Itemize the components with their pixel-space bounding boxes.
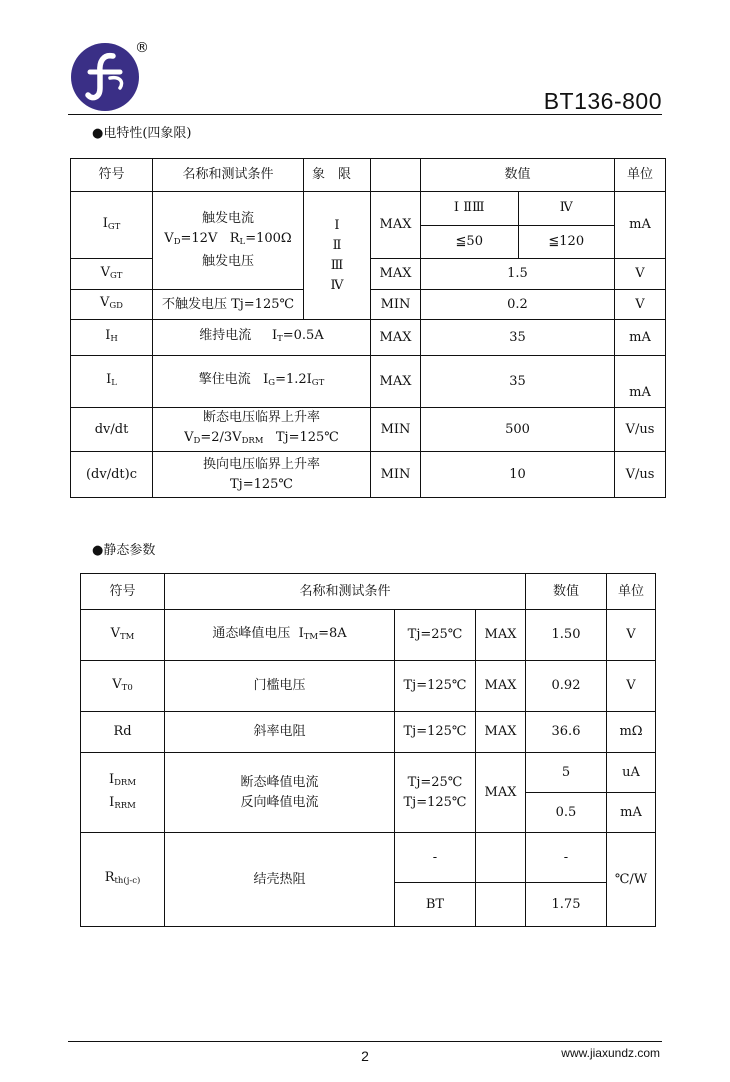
symbol-vt0: $V_{T0}$	[81, 661, 165, 712]
limit-il: MAX	[371, 356, 421, 408]
value-ih: 35	[421, 320, 615, 356]
header-name: 名称和测试条件	[165, 574, 526, 610]
igt-quadrant-head-1: Ⅰ ⅡⅢ	[453, 200, 485, 216]
rth-cond-2: BT	[395, 883, 476, 927]
temp-vtm: Tj=25℃	[395, 610, 476, 661]
limit-ih: MAX	[371, 320, 421, 356]
table-row-il	[71, 356, 666, 408]
company-logo	[70, 42, 140, 112]
part-number: BT136-800	[543, 88, 662, 114]
header-value: 数值	[421, 159, 615, 192]
unit-rd: mΩ	[607, 712, 656, 753]
unit-il: mA	[615, 356, 666, 408]
symbol-ih: $I_H$	[71, 320, 153, 356]
table-header-row	[71, 159, 666, 192]
cond-il: 擎住电流 $I_G=1.2I_{GT}$	[153, 356, 371, 408]
cond-idrm: 断态峰值电流 反向峰值电流	[165, 753, 395, 833]
table-row-dvdtc	[71, 452, 666, 498]
unit-dvdtc: V/us	[615, 452, 666, 498]
symbol-vgt: $V_{GT}$	[71, 259, 153, 290]
static-parameters-table	[80, 573, 656, 927]
header-value: 数值	[526, 574, 607, 610]
symbol-rd: Rd	[81, 712, 165, 753]
unit-vtm: V	[607, 610, 656, 661]
header-quadrant: 象 限	[304, 159, 371, 192]
cond-ih: 维持电流 $I_T=0.5A$	[153, 320, 371, 356]
header-rule	[68, 114, 662, 115]
value-vgt: 1.5	[421, 259, 615, 290]
limit-dvdt: MIN	[371, 408, 421, 452]
cond-dvdtc: 换向电压临界上升率 Tj=125℃	[153, 452, 371, 498]
table-row-vt0	[81, 661, 656, 712]
value-rd: 36.6	[526, 712, 607, 753]
temp-vt0: Tj=125℃	[395, 661, 476, 712]
value-il: 35	[421, 356, 615, 408]
limit-vtm: MAX	[476, 610, 526, 661]
electrical-characteristics-table	[70, 158, 666, 498]
section-title-static: ●静态参数	[92, 543, 156, 558]
table-row-igt	[71, 192, 666, 259]
igt-value-2: ≦120	[518, 225, 614, 258]
symbol-igt: $I_{GT}$	[71, 192, 153, 259]
header-unit: 单位	[607, 574, 656, 610]
rth-blank-2	[476, 883, 526, 927]
limit-rd: MAX	[476, 712, 526, 753]
rth-value-1: -	[526, 833, 607, 883]
header-symbol: 符号	[81, 574, 165, 610]
limit-vgt: MAX	[371, 259, 421, 290]
cond-igt: 触发电流 $V_D=12V$ $R_L=100\Omega$ 触发电压	[153, 192, 304, 290]
unit-dvdt: V/us	[615, 408, 666, 452]
symbol-rth: $R_{th(j-c)}$	[81, 833, 165, 927]
unit-igt: mA	[615, 192, 666, 259]
rth-cond-1: -	[395, 833, 476, 883]
header-symbol: 符号	[71, 159, 153, 192]
limit-vt0: MAX	[476, 661, 526, 712]
limit-vgd: MIN	[371, 290, 421, 320]
limit-dvdtc: MIN	[371, 452, 421, 498]
table-row-ih	[71, 320, 666, 356]
rth-blank-1	[476, 833, 526, 883]
table-row-vtm	[81, 610, 656, 661]
symbol-idrm: $I_{DRM}$ $I_{RRM}$	[81, 753, 165, 833]
unit-vt0: V	[607, 661, 656, 712]
symbol-dvdtc: (dv/dt)c	[71, 452, 153, 498]
symbol-vtm: $V_{TM}$	[81, 610, 165, 661]
table-header-row	[81, 574, 656, 610]
unit-vgt: V	[615, 259, 666, 290]
value-vt0: 0.92	[526, 661, 607, 712]
value-dvdtc: 10	[421, 452, 615, 498]
header-blank	[371, 159, 421, 192]
cond-rd: 斜率电阻	[165, 712, 395, 753]
header-unit: 单位	[615, 159, 666, 192]
unit-rth: ℃/W	[607, 833, 656, 927]
table-row-idrm	[81, 753, 656, 793]
value-idrm-2: 0.5	[526, 793, 607, 833]
table-row-rth	[81, 833, 656, 883]
unit-ih: mA	[615, 320, 666, 356]
cond-rth: 结壳热阻	[165, 833, 395, 927]
value-idrm-1: 5	[526, 753, 607, 793]
rth-value-2: 1.75	[526, 883, 607, 927]
table-row-rd	[81, 712, 656, 753]
symbol-il: $I_L$	[71, 356, 153, 408]
value-igt	[421, 192, 615, 259]
igt-quadrant-head-2: Ⅳ	[518, 192, 614, 225]
cond-vtm: 通态峰值电压 $I_{TM}=8A$	[165, 610, 395, 661]
registered-mark: ®	[135, 40, 149, 56]
value-dvdt: 500	[421, 408, 615, 452]
limit-igt: MAX	[371, 192, 421, 259]
igt-value-1: ≦50	[421, 225, 518, 258]
temp-idrm: Tj=25℃ Tj=125℃	[395, 753, 476, 833]
unit-idrm-1: uA	[607, 753, 656, 793]
value-vtm: 1.50	[526, 610, 607, 661]
unit-vgd: V	[615, 290, 666, 320]
footer-url: www.jiaxundz.com	[561, 1046, 660, 1060]
cond-dvdt: 断态电压临界上升率 $V_D=2/3V_{DRM}$ Tj=125℃	[153, 408, 371, 452]
cond-vgd: 不触发电压 Tj=125℃	[153, 290, 304, 320]
limit-idrm: MAX	[476, 753, 526, 833]
value-vgd: 0.2	[421, 290, 615, 320]
temp-rd: Tj=125℃	[395, 712, 476, 753]
symbol-dvdt: dv/dt	[71, 408, 153, 452]
header-name: 名称和测试条件	[153, 159, 304, 192]
table-row-dvdt	[71, 408, 666, 452]
section-title-electrical: ●电特性(四象限)	[92, 126, 192, 141]
symbol-vgd: $V_{GD}$	[71, 290, 153, 320]
quadrant-list: Ⅰ Ⅱ Ⅲ Ⅳ	[304, 192, 371, 320]
unit-idrm-2: mA	[607, 793, 656, 833]
page-number: 2	[361, 1048, 369, 1064]
footer-rule	[68, 1041, 662, 1042]
cond-vt0: 门槛电压	[165, 661, 395, 712]
